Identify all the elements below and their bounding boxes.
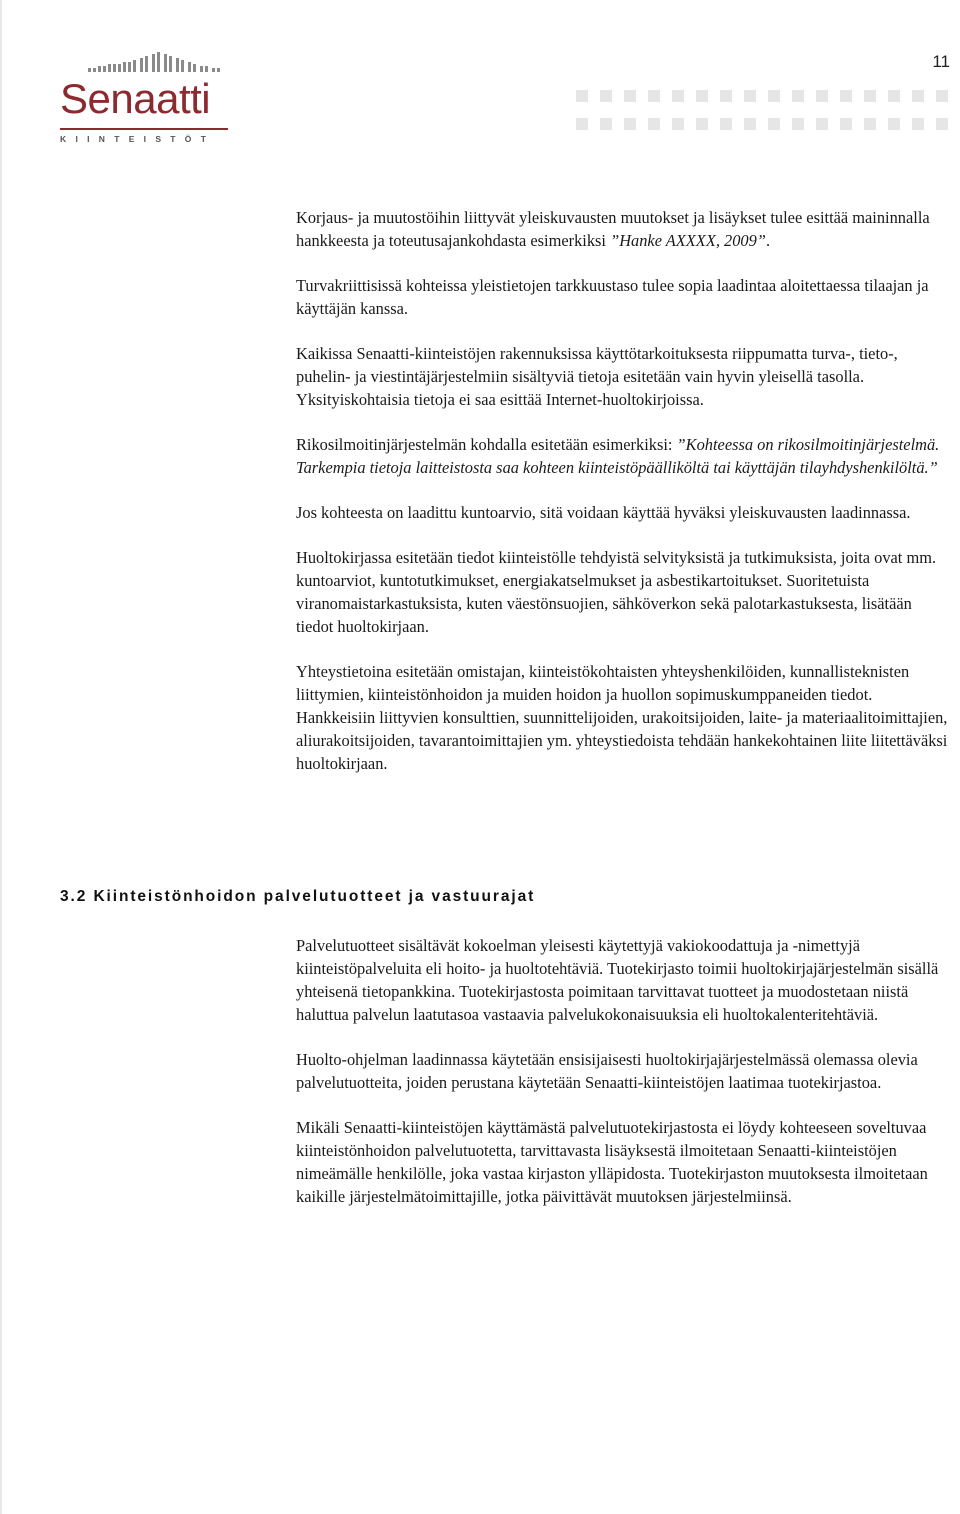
page-margin-line	[0, 0, 2, 1514]
logo-divider	[60, 128, 228, 130]
paragraph: Turvakriittisissä kohteissa yleistietojen tarkkuustaso tulee sopia laadintaa aloitettaessa tilaajan ja käyttäjän kanssa.	[296, 276, 929, 318]
logo-subtitle: KIINTEISTÖT	[60, 134, 216, 144]
paragraph-text: Rikosilmoitinjärjestelmän kohdalla esitetään esimerkiksi:	[296, 435, 677, 454]
section-text-block	[296, 934, 952, 1230]
paragraph: Jos kohteesta on laadittu kuntoarvio, sitä voidaan käyttää hyväksi yleiskuvausten laadinnassa.	[296, 503, 911, 522]
paragraph	[296, 433, 952, 479]
header-square-pattern	[576, 90, 960, 134]
senaatti-logo	[60, 48, 235, 148]
section-heading: 3.2 Kiinteistönhoidon palvelutuotteet ja vastuurajat	[60, 888, 536, 905]
logo-dots-graphic	[88, 48, 238, 76]
paragraph-tail: .	[765, 231, 771, 250]
paragraph: Mikäli Senaatti-kiinteistöjen käyttämästä palvelutuotekirjastosta ei löydy kohteeseen soveltuvaa kiinteistönhoidon palvelutuotetta, tarvittavasta lisäyksestä ilmoitetaan Senaatti-kiinteistöjen nimeämälle henkilölle, joka vastaa kirjaston ylläpidosta. Tuotekirjaston muutoksesta ilmoitetaan kaikille järjestelmätoimittajille, jotka päivittävät muutoksen järjestelmiinsä.	[296, 1118, 928, 1206]
paragraph-text: Korjaus- ja muutostöihin liittyvät yleiskuvausten muutokset ja lisäykset tulee esittää maininnalla hankkeesta ja toteutusajankohdasta esimerkiksi	[296, 208, 930, 250]
paragraph: Kaikissa Senaatti-kiinteistöjen rakennuksissa käyttötarkoituksesta riippumatta turva-, tieto-, puhelin- ja viestintäjärjestelmiin sisältyviä tietoja esitetään vain hyvin yleisellä tasolla. Yksityiskohtaisia tietoja ei saa esittää Internet-huoltokirjoissa.	[296, 344, 898, 409]
body-text-block	[296, 206, 952, 797]
logo-wordmark: Senaatti	[60, 75, 211, 122]
paragraph	[296, 206, 952, 252]
paragraph: Palvelutuotteet sisältävät kokoelman yleisesti käytettyjä vakiokoodattuja ja -nimettyjä kiinteistöpalveluita eli hoito- ja huoltotehtäviä. Tuotekirjasto toimii huoltokirjajärjestelmän sisällä yhteisenä tietopankkina. Tuotekirjastosta poimitaan tarvittavat tuotteet ja muodostetaan niistä haluttua palvelun laatutasoa vastaavia palvelukokonaisuuksia eli huoltokalenteritehtäviä.	[296, 936, 939, 1024]
paragraph: Yhteystietoina esitetään omistajan, kiinteistökohtaisten yhteyshenkilöiden, kunnallisteknisten liittymien, kiinteistönhoidon ja muiden hoidon ja huollon sopimuskumppaneiden tiedot. Hankkeisiin liittyvien konsulttien, suunnittelijoiden, urakoitsijoiden, laite- ja materiaalitoimittajien, aliurakoitsijoiden, tavarantoimittajien ym. yhteystiedoista tehdään hankekohtainen liite liitettäväksi huoltokirjaan.	[296, 662, 948, 773]
paragraph-italic: ”Hanke AXXXX, 2009”	[610, 231, 766, 250]
paragraph: Huolto-ohjelman laadinnassa käytetään ensisijaisesti huoltokirjajärjestelmässä olemassa olevia palvelutuotteita, joiden perustana käytetään Senaatti-kiinteistöjen laatimaa tuotekirjastoa.	[296, 1050, 918, 1092]
paragraph: Huoltokirjassa esitetään tiedot kiinteistölle tehdyistä selvityksistä ja tutkimuksista, joita ovat mm. kuntoarviot, kuntotutkimukset, energiakatselmukset ja asbestikartoitukset. Suoritetuista viranomaistarkastuksista, kuten väestönsuojien, sähköverkon sekä palotarkastuksesta, lisätään tiedot huoltokirjaan.	[296, 548, 937, 636]
paragraph-italic: ”Kohteessa on rikosilmoitinjärjestelmä. Tarkempia tietoja laitteistosta saa kohteen kiinteistöpäälliköltä tai käyttäjän tilayhdyshenkilöltä.”	[296, 435, 940, 477]
page-number: 11	[932, 52, 950, 71]
